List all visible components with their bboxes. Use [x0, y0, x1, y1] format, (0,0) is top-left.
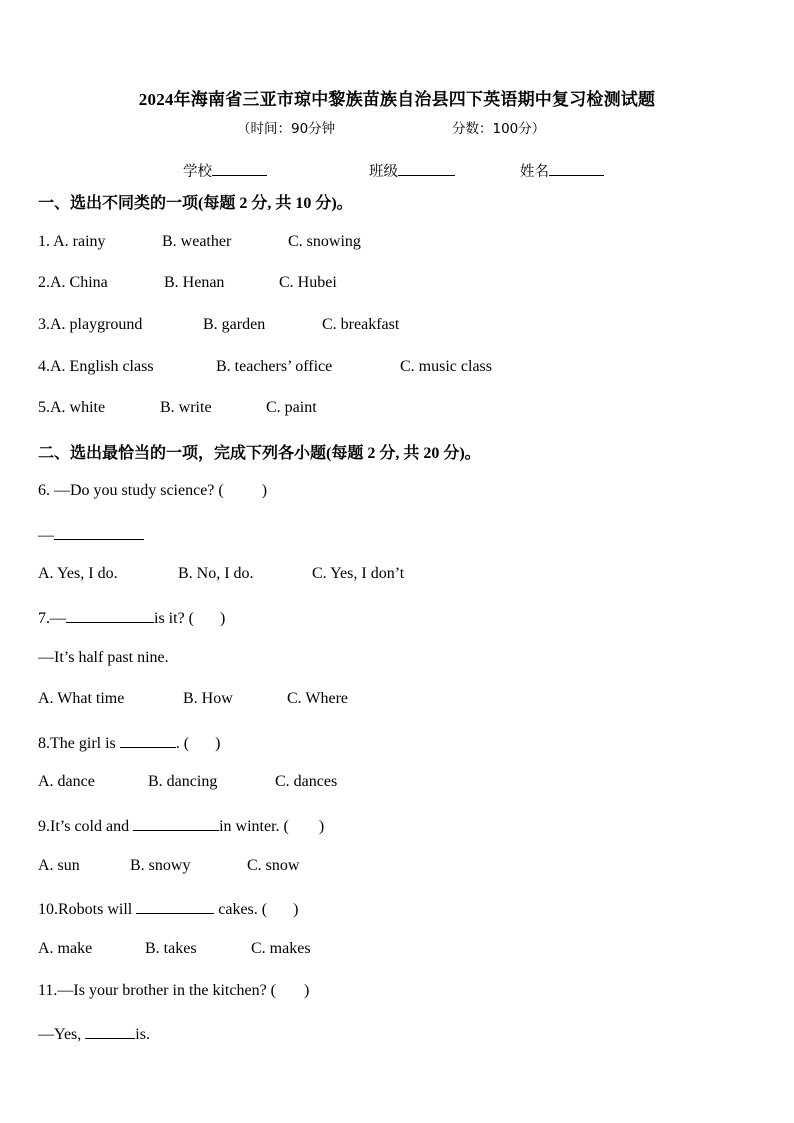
class-label: 班级	[369, 164, 398, 180]
question-10-options	[38, 940, 311, 958]
answer-blank[interactable]	[66, 607, 154, 623]
option-a[interactable]: A. dance	[38, 773, 95, 790]
answer-blank[interactable]	[133, 815, 219, 831]
option-b[interactable]: B. snowy	[130, 857, 191, 874]
class-blank[interactable]	[398, 174, 455, 176]
option-b[interactable]: B. How	[183, 690, 233, 707]
option-c[interactable]: C. Yes, I don’t	[312, 565, 405, 582]
question-prefix: 7.—	[38, 610, 66, 627]
close-paren: )	[261, 482, 268, 499]
option-a[interactable]: 2.A. China	[38, 274, 108, 291]
question-stem: 11.—Is your brother in the kitchen? (	[38, 982, 277, 999]
option-b[interactable]: B. write	[160, 399, 212, 416]
question-10	[38, 898, 298, 919]
name-blank[interactable]	[549, 174, 604, 176]
question-suffix: in winter. (	[219, 818, 289, 835]
option-c[interactable]: C. music class	[400, 358, 492, 375]
answer-blank[interactable]	[54, 524, 144, 540]
option-a[interactable]: 5.A. white	[38, 399, 106, 416]
option-a[interactable]: 3.A. playground	[38, 316, 143, 333]
option-c[interactable]: C. Where	[287, 690, 349, 707]
reply-suffix: is.	[135, 1026, 150, 1043]
close-paren: )	[318, 818, 325, 835]
option-b[interactable]: B. takes	[145, 940, 197, 957]
exam-title: 2024年海南省三亚市琼中黎族苗族自治县四下英语期中复习检测试题	[138, 90, 656, 109]
question-9-options	[38, 857, 299, 875]
close-paren: )	[215, 735, 221, 752]
option-a[interactable]: A. make	[38, 940, 93, 957]
option-a[interactable]: A. Yes, I do.	[38, 565, 118, 582]
close-paren: )	[293, 901, 299, 918]
question-6	[38, 482, 267, 500]
question-prefix: 9.It’s cold and	[38, 818, 134, 835]
option-a[interactable]: A. What time	[38, 690, 125, 707]
school-blank[interactable]	[212, 174, 267, 176]
class-field	[369, 160, 455, 181]
question-5	[38, 399, 317, 417]
option-c[interactable]: C. snowing	[288, 233, 361, 250]
section-2-heading: 二、选出最恰当的一项，完成下列各小题(每题 2 分, 共 20 分)。	[38, 445, 481, 462]
name-label: 姓名	[520, 164, 549, 180]
question-2	[38, 274, 337, 292]
option-a[interactable]: 1. A. rainy	[38, 233, 106, 250]
option-a[interactable]: A. sun	[38, 857, 80, 874]
option-c[interactable]: C. paint	[266, 399, 317, 416]
question-1	[38, 233, 361, 251]
question-7-reply: —It’s half past nine.	[38, 649, 169, 666]
question-7-options	[38, 690, 348, 708]
question-prefix: 8.The girl is	[38, 735, 120, 752]
answer-blank[interactable]	[120, 732, 176, 748]
question-stem: 6. —Do you study science? (	[38, 482, 224, 499]
option-c[interactable]: C. makes	[251, 940, 311, 957]
option-c[interactable]: C. snow	[247, 857, 300, 874]
question-3	[38, 316, 399, 334]
question-6-options	[38, 565, 404, 583]
option-b[interactable]: B. garden	[203, 316, 266, 333]
question-suffix: cakes. (	[214, 901, 268, 918]
question-8-options	[38, 773, 337, 791]
school-field	[183, 160, 267, 181]
question-4	[38, 358, 492, 376]
question-8	[38, 732, 220, 753]
option-b[interactable]: B. weather	[162, 233, 232, 250]
close-paren: )	[304, 982, 310, 999]
time-limit: （时间：90分钟	[237, 121, 336, 137]
question-6-answer-line	[38, 524, 144, 545]
total-score: 分数：100分）	[452, 121, 546, 137]
question-11	[38, 982, 309, 1000]
section-1-heading: 一、选出不同类的一项(每题 2 分, 共 10 分)。	[38, 195, 353, 212]
question-suffix: . (	[175, 735, 190, 752]
close-paren: )	[220, 610, 226, 627]
option-c[interactable]: C. dances	[275, 773, 338, 790]
option-a[interactable]: 4.A. English class	[38, 358, 154, 375]
name-field	[520, 160, 604, 181]
option-c[interactable]: C. Hubei	[279, 274, 337, 291]
option-b[interactable]: B. dancing	[148, 773, 218, 790]
option-b[interactable]: B. Henan	[164, 274, 225, 291]
question-prefix: 10.Robots will	[38, 901, 137, 918]
answer-blank[interactable]	[85, 1023, 135, 1039]
option-b[interactable]: B. teachers’ office	[216, 358, 333, 375]
option-b[interactable]: B. No, I do.	[178, 565, 254, 582]
answer-blank[interactable]	[136, 898, 214, 914]
reply-prefix: —Yes,	[38, 1026, 86, 1043]
school-label: 学校	[183, 164, 212, 180]
option-c[interactable]: C. breakfast	[322, 316, 400, 333]
question-suffix: is it? (	[154, 610, 194, 627]
question-7	[38, 607, 225, 628]
dash: —	[38, 527, 54, 544]
question-11-reply	[38, 1023, 150, 1044]
question-9	[38, 815, 324, 836]
